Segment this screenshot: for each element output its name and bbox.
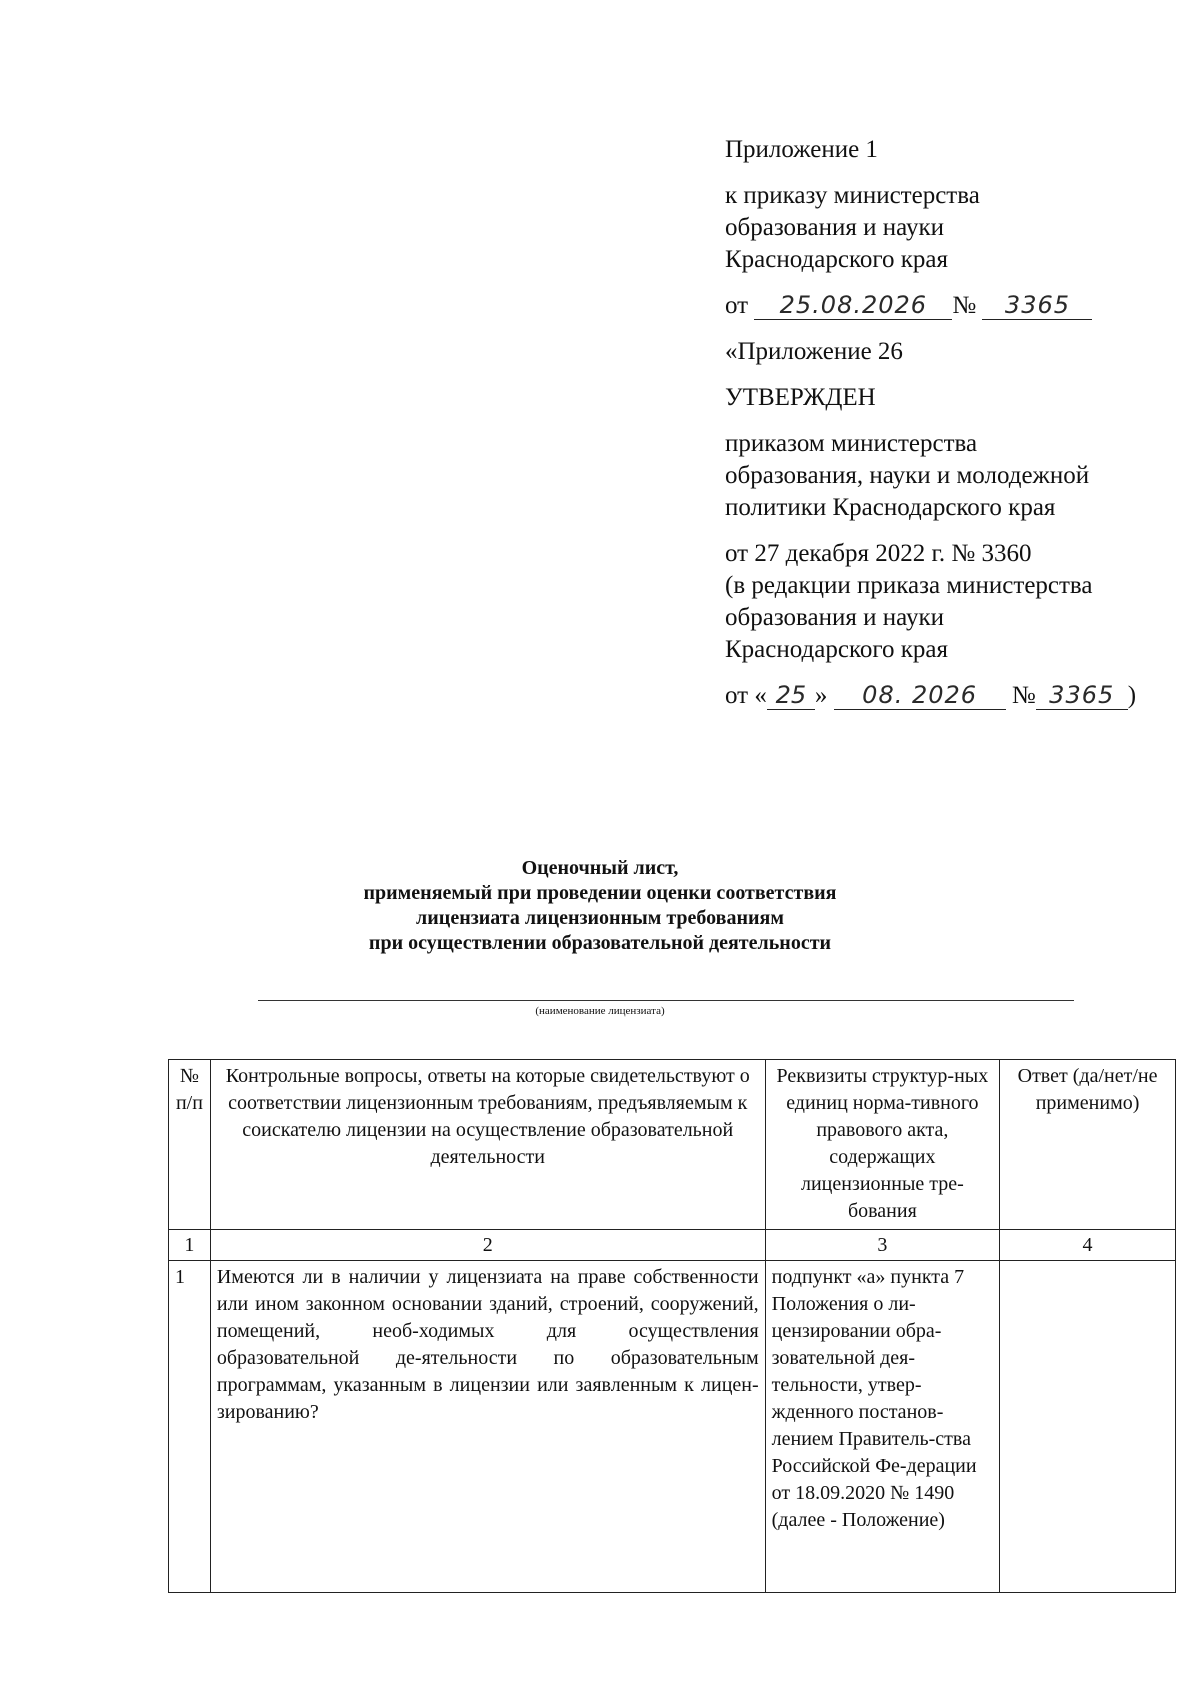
handwritten-order-date: 25.08.2026 [754,291,952,320]
original-order-date: от 27 декабря 2022 г. № 3360 [725,540,1032,567]
handwritten-order-number: 3365 [982,291,1092,320]
column-number-cell: 2 [210,1230,765,1261]
appendix-block [725,134,1185,726]
table-column-numbers-row [169,1230,1176,1261]
appendix-number: Приложение 1 [725,136,878,163]
column-number-cell: 3 [765,1230,999,1261]
approved-by-order: приказом министерства образования, науки и молодежной политики Краснодарского края [725,430,1090,521]
header-questions: Контрольные вопросы, ответы на которые свидетельствуют о соответствии лицензионным требованиям, предъявляемым к соискателю лицензии на осуществление образовательной деятельности [210,1060,765,1230]
evaluation-table [168,1059,1176,1593]
document-title: Оценочный лист, применяемый при проведении оценки соответствия лицензиата лицензионным требованиям при осуществлении образовательной деятельности [363,857,837,954]
evaluation-table-wrap [168,1059,1176,1593]
header-requisites: Реквизиты структур-ных единиц норма-тивного правового акта, содержащих лицензионные тре-бования [765,1060,999,1230]
approved-label: УТВЕРЖДЕН [725,384,876,411]
column-number-cell: 1 [169,1230,211,1261]
appendix-order-ref: к приказу министерства образования и науки Краснодарского края [725,182,980,273]
appendix-order-date-line: от 25.08.2026 № 3365 [725,290,1185,322]
sub-appendix-number: «Приложение 26 [725,338,903,365]
table-header-row [169,1060,1176,1230]
row-question: Имеются ли в наличии у лицензиата на праве собственности или ином законном основании зданий, строений, сооружений, помещений, необ-ходимых для осуществления образовательной де-ятельности по образовательным программам, указанным в лицензии или заявленным к лицен-зированию? [210,1261,765,1593]
row-number: 1 [169,1261,211,1593]
table-row [169,1261,1176,1593]
row-answer[interactable] [1000,1261,1176,1593]
column-number-cell: 4 [1000,1230,1176,1261]
edition-block: от 27 декабря 2022 г. № 3360 (в редакции приказа министерства образования и науки Краснодарского края [725,538,1185,666]
handwritten-edition-date: 08. 2026 [834,681,1006,710]
handwritten-edition-day: 25 [767,681,815,710]
header-answer: Ответ (да/нет/не применимо) [1000,1060,1176,1230]
licensee-name-line [258,1000,1074,1001]
header-number: № п/п [169,1060,211,1230]
edition-date-line: от « 25 » 08. 2026 № 3365 ) [725,681,1137,709]
licensee-caption: (наименование лицензиата) [535,1005,665,1017]
row-requisites: подпункт «а» пункта 7 Положения о ли-цензировании обра-зовательной дея-тельности, утвер-жденного постанов-лением Правитель-ства Российской Фе-дерации от 18.09.2020 № 1490 (далее - Положение) [765,1261,999,1593]
handwritten-edition-number: 3365 [1036,681,1128,710]
